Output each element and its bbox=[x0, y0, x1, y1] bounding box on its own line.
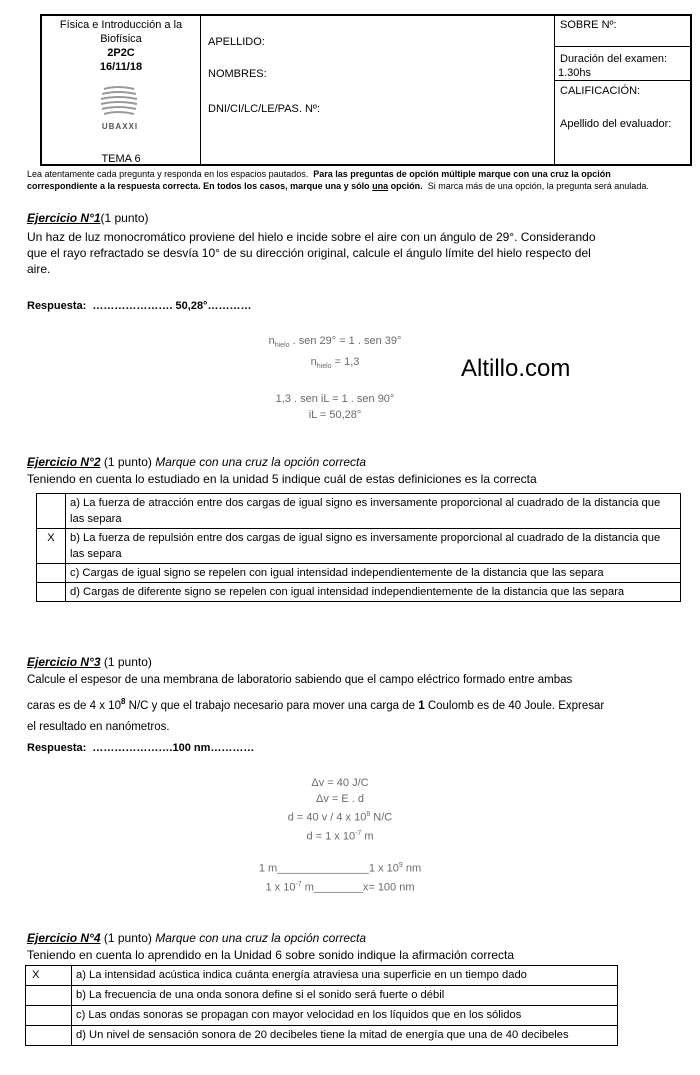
option-mark-cell[interactable]: X bbox=[37, 529, 66, 564]
ex2-points: (1 punto) bbox=[103, 455, 152, 469]
option-mark-cell[interactable]: X bbox=[26, 966, 72, 986]
option-row[interactable] bbox=[26, 1006, 618, 1026]
ex3-answer-label: Respuesta: bbox=[27, 742, 87, 754]
ex1-answer bbox=[27, 299, 251, 313]
exam-header-table bbox=[40, 14, 692, 166]
ex2-options-table bbox=[36, 493, 681, 602]
evaluador-label: Apellido del evaluador: bbox=[560, 118, 672, 130]
option-text: a) La fuerza de atracción entre dos cargas de igual signo es inversamente proporcional al cuadrado de la distancia que las separa bbox=[66, 494, 681, 529]
ubaxxi-logo bbox=[90, 83, 150, 131]
ex4-options-table bbox=[25, 965, 618, 1046]
sobre-label: SOBRE Nº: bbox=[560, 19, 617, 31]
option-row[interactable] bbox=[37, 583, 681, 602]
calificacion-label: CALIFICACIÓN: bbox=[560, 85, 641, 97]
option-row[interactable] bbox=[37, 494, 681, 529]
option-row[interactable] bbox=[26, 966, 618, 986]
ex2-instruction: Marque con una cruz la opción correcta bbox=[155, 455, 366, 469]
course-code: 2P2C bbox=[107, 47, 135, 59]
option-mark-cell[interactable] bbox=[26, 1006, 72, 1026]
duracion-value: 1.30hs bbox=[558, 67, 592, 79]
ex3-points: (1 punto) bbox=[103, 655, 152, 669]
subject-block bbox=[42, 18, 200, 74]
logo-text: UBAXXI bbox=[101, 122, 139, 131]
duracion-label: Duración del examen: bbox=[560, 53, 668, 65]
option-mark-cell[interactable] bbox=[26, 1026, 72, 1046]
ex3-statement: Calcule el espesor de una membrana de laboratorio sabiendo que el campo eléctrico formado entre ambas caras es de 4 x $10^8$ N/C y que el trabajo necesario para mover una carga de 1 Coulomb es de 40 Joule. Expresar el resultado en nanómetros. bbox=[27, 674, 605, 733]
ex4-title: Ejercicio N°4 bbox=[27, 931, 101, 945]
option-mark-cell[interactable] bbox=[37, 494, 66, 529]
option-text: b) La frecuencia de una onda sonora define si el sonido será fuerte o débil bbox=[72, 986, 618, 1006]
tema-label: TEMA 6 bbox=[101, 153, 141, 165]
nombres-label: NOMBRES: bbox=[208, 68, 267, 80]
ex1-calculation: $n_{hielo}$ . sen 29° = 1 . sen 39° $n_{hielo} = 1,3$ 1,3 . sen iL = 1 . sen 90° iL = 50,28° bbox=[268, 335, 402, 422]
subject-line-2: Biofísica bbox=[100, 33, 142, 45]
option-mark-cell[interactable] bbox=[26, 986, 72, 1006]
option-row[interactable] bbox=[26, 986, 618, 1006]
apellido-label: APELLIDO: bbox=[208, 36, 265, 48]
ex1-answer-value: …………………. 50,28°………… bbox=[92, 300, 252, 312]
ex2-statement: Teniendo en cuenta lo estudiado en la unidad 5 indique cuál de estas definiciones es la correcta bbox=[27, 472, 537, 486]
option-row[interactable] bbox=[37, 564, 681, 583]
option-text: a) La intensidad acústica indica cuánta energía atraviesa una superficie en un tiempo dado bbox=[72, 966, 618, 986]
watermark: Altillo.com bbox=[461, 355, 571, 382]
option-text: c) Las ondas sonoras se propagan con mayor velocidad en los líquidos que en los sólidos bbox=[72, 1006, 618, 1026]
ex4-points: (1 punto) bbox=[103, 931, 152, 945]
ex4-heading bbox=[27, 931, 366, 946]
ex1-heading bbox=[27, 211, 149, 226]
option-text: d) Cargas de diferente signo se repelen con igual intensidad independientemente de la distancia que las separa bbox=[66, 583, 681, 602]
subject-line-1: Física e Introducción a la bbox=[59, 19, 183, 31]
option-text: c) Cargas de igual signo se repelen con igual intensidad independientemente de la distancia que las separa bbox=[66, 564, 681, 583]
option-mark-cell[interactable] bbox=[37, 564, 66, 583]
option-text: d) Un nivel de sensación sonora de 20 decibeles tiene la mitad de energía que una de 40 decibeles bbox=[72, 1026, 618, 1046]
option-row[interactable] bbox=[37, 529, 681, 564]
option-text: b) La fuerza de repulsión entre dos cargas de igual signo es inversamente proporcional al cuadrado de la distancia que las separa bbox=[66, 529, 681, 564]
ex3-title: Ejercicio N°3 bbox=[27, 655, 101, 669]
ex4-statement: Teniendo en cuenta lo aprendido en la Unidad 6 sobre sonido indique la afirmación correcta bbox=[27, 948, 514, 962]
exam-date: 16/11/18 bbox=[99, 61, 143, 73]
ex2-title: Ejercicio N°2 bbox=[27, 455, 101, 469]
instructions: Lea atentamente cada pregunta y responda en los espacios pautados. Para las preguntas de opción múltiple marque con una cruz la opción correspondiente a la respuesta correcta. En todos los casos, marque una y sólo una opción. Si marca más de una opción, la pregunta será anulada. bbox=[27, 169, 649, 191]
option-row[interactable] bbox=[26, 1026, 618, 1046]
ex3-calculation: Δv = 40 J/C Δv = E . d d = 40 v / 4 x $10^8$ N/C d = 1 x $10^{-7}$ m 1 m_______________1 x $10^9$ nm 1 x $10^{-7}$ m________x= 100 nm bbox=[258, 777, 422, 894]
ex3-heading bbox=[27, 655, 152, 670]
ex1-statement: Un haz de luz monocromático proviene del hielo e incide sobre el aire con un ángulo de 29°. Considerando que el rayo refractado se desvía 10° de su dirección original, calcule el ángulo límite del hielo respecto del aire. bbox=[27, 230, 596, 276]
ex2-heading bbox=[27, 455, 366, 470]
ex4-instruction: Marque con una cruz la opción correcta bbox=[155, 931, 366, 945]
option-mark-cell[interactable] bbox=[37, 583, 66, 602]
dni-label: DNI/CI/LC/LE/PAS. Nº: bbox=[208, 103, 321, 115]
ex1-title: Ejercicio N°1 bbox=[27, 211, 101, 225]
ex3-answer bbox=[27, 741, 254, 755]
ex3-answer-value: ………………….100 nm………… bbox=[92, 742, 255, 754]
ex1-points: (1 punto) bbox=[100, 211, 149, 225]
ex1-answer-label: Respuesta: bbox=[27, 300, 87, 312]
